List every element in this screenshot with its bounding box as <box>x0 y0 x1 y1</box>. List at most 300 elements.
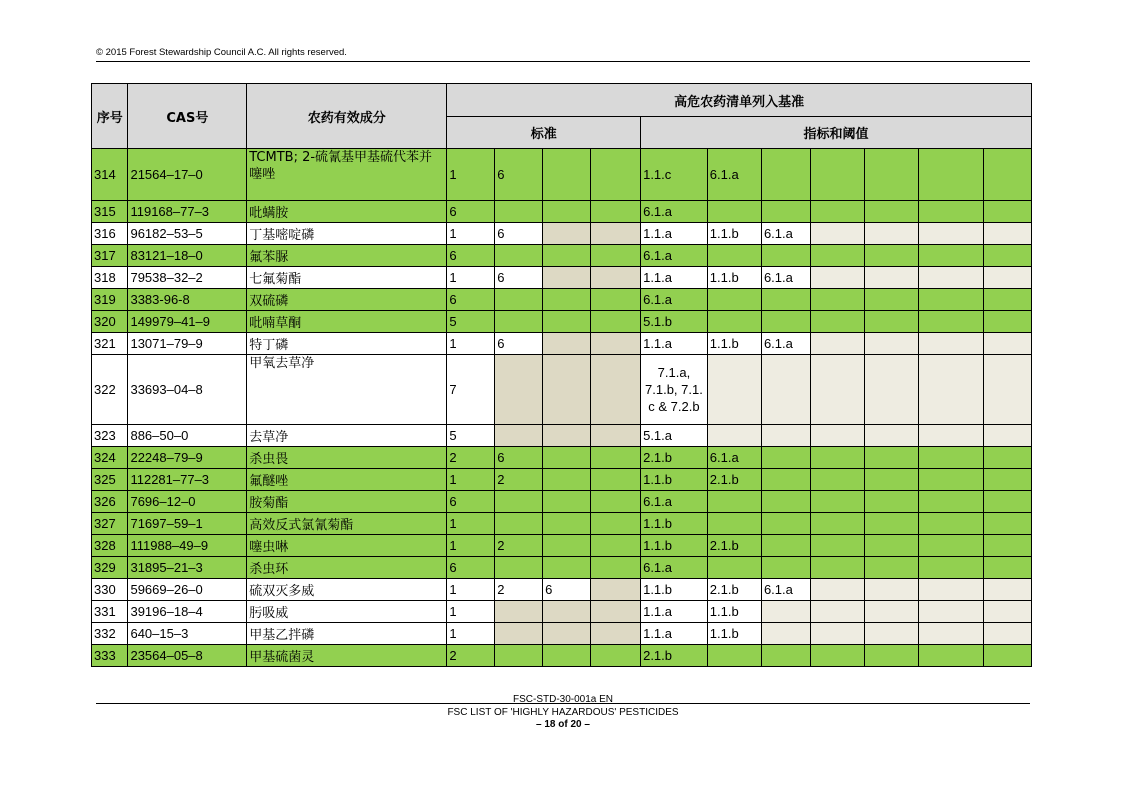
indicator-cell <box>761 425 810 447</box>
cas-number: 149979–41–9 <box>128 311 247 333</box>
indicator-cell: 6.1.a <box>641 491 708 513</box>
header-cas: CAS号 <box>128 84 247 149</box>
indicator-cell <box>919 289 984 311</box>
criterion-cell: 2 <box>495 579 543 601</box>
criterion-cell <box>543 557 591 579</box>
indicator-cell <box>761 645 810 667</box>
header-ingredient: 农药有效成分 <box>247 84 447 149</box>
indicator-cell <box>919 491 984 513</box>
cas-number: 21564–17–0 <box>128 149 247 201</box>
cas-number: 59669–26–0 <box>128 579 247 601</box>
header-indicators: 指标和阈值 <box>641 117 1032 149</box>
criterion-cell <box>591 201 641 223</box>
criterion-cell <box>543 355 591 425</box>
indicator-cell <box>761 311 810 333</box>
criterion-cell <box>543 535 591 557</box>
table-row <box>92 311 1032 333</box>
criterion-cell <box>591 311 641 333</box>
indicator-cell <box>810 535 864 557</box>
indicator-cell: 6.1.a <box>707 447 761 469</box>
indicator-cell <box>983 469 1031 491</box>
criterion-cell: 6 <box>495 447 543 469</box>
criterion-cell: 6 <box>447 289 495 311</box>
indicator-cell <box>761 491 810 513</box>
criterion-cell <box>591 333 641 355</box>
indicator-cell <box>919 201 984 223</box>
criterion-cell <box>591 535 641 557</box>
indicator-cell <box>865 579 919 601</box>
indicator-cell <box>865 645 919 667</box>
criterion-cell <box>591 447 641 469</box>
criterion-cell <box>495 645 543 667</box>
indicator-cell <box>810 355 864 425</box>
row-number: 315 <box>92 201 128 223</box>
row-number: 323 <box>92 425 128 447</box>
indicator-cell <box>919 425 984 447</box>
indicator-cell: 2.1.b <box>707 579 761 601</box>
cas-number: 23564–05–8 <box>128 645 247 667</box>
indicator-cell <box>707 355 761 425</box>
indicator-cell: 6.1.a <box>761 579 810 601</box>
indicator-cell <box>919 469 984 491</box>
indicator-cell <box>865 245 919 267</box>
indicator-cell <box>707 201 761 223</box>
table-row <box>92 623 1032 645</box>
indicator-cell <box>983 355 1031 425</box>
criterion-cell: 1 <box>447 223 495 245</box>
row-number: 324 <box>92 447 128 469</box>
criterion-cell <box>591 355 641 425</box>
indicator-cell <box>983 645 1031 667</box>
indicator-cell <box>865 513 919 535</box>
indicator-cell <box>761 623 810 645</box>
criterion-cell <box>591 557 641 579</box>
indicator-cell <box>983 601 1031 623</box>
ingredient-name: 氟苯脲 <box>247 245 447 267</box>
criterion-cell: 6 <box>447 557 495 579</box>
indicator-cell: 1.1.a <box>641 333 708 355</box>
indicator-cell <box>919 223 984 245</box>
indicator-cell <box>810 201 864 223</box>
footer-title: FSC LIST OF 'HIGHLY HAZARDOUS' PESTICIDES <box>447 707 679 718</box>
indicator-cell: 6.1.a <box>641 557 708 579</box>
ingredient-name: 甲基硫菌灵 <box>247 645 447 667</box>
criterion-cell: 2 <box>495 535 543 557</box>
criterion-cell <box>543 223 591 245</box>
indicator-cell: 1.1.b <box>641 469 708 491</box>
cas-number: 96182–53–5 <box>128 223 247 245</box>
indicator-cell <box>810 333 864 355</box>
indicator-cell <box>865 267 919 289</box>
ingredient-name: 高效反式氯氰菊酯 <box>247 513 447 535</box>
indicator-cell <box>810 557 864 579</box>
indicator-cell <box>865 447 919 469</box>
header-criteria-group: 高危农药清单列入基准 <box>447 84 1032 117</box>
criterion-cell: 6 <box>495 223 543 245</box>
indicator-cell <box>810 601 864 623</box>
row-number: 329 <box>92 557 128 579</box>
indicator-cell <box>761 513 810 535</box>
indicator-cell: 6.1.a <box>641 289 708 311</box>
criterion-cell <box>543 469 591 491</box>
criterion-cell: 7 <box>447 355 495 425</box>
table-row <box>92 513 1032 535</box>
indicator-cell <box>761 149 810 201</box>
criterion-cell <box>495 601 543 623</box>
table-row <box>92 245 1032 267</box>
table-row <box>92 267 1032 289</box>
criterion-cell: 6 <box>495 149 543 201</box>
criterion-cell <box>591 579 641 601</box>
cas-number: 111988–49–9 <box>128 535 247 557</box>
criterion-cell <box>591 223 641 245</box>
criterion-cell: 6 <box>495 267 543 289</box>
criterion-cell <box>543 645 591 667</box>
criterion-cell <box>495 623 543 645</box>
indicator-cell: 1.1.a <box>641 601 708 623</box>
indicator-cell: 6.1.a <box>641 201 708 223</box>
table-row <box>92 425 1032 447</box>
row-number: 332 <box>92 623 128 645</box>
ingredient-name: 丁基嘧啶磷 <box>247 223 447 245</box>
criterion-cell: 1 <box>447 513 495 535</box>
footer-doc-code: FSC-STD-30-001a EN <box>512 694 614 705</box>
indicator-cell <box>865 601 919 623</box>
criterion-cell <box>543 601 591 623</box>
ingredient-name: 氟醚唑 <box>247 469 447 491</box>
header-standard: 标准 <box>447 117 641 149</box>
row-number: 328 <box>92 535 128 557</box>
indicator-cell <box>761 289 810 311</box>
row-number: 314 <box>92 149 128 201</box>
indicator-cell: 2.1.b <box>641 645 708 667</box>
ingredient-name: 七氟菊酯 <box>247 267 447 289</box>
indicator-cell <box>865 201 919 223</box>
indicator-cell <box>919 557 984 579</box>
indicator-cell <box>919 579 984 601</box>
indicator-cell <box>810 623 864 645</box>
table-row <box>92 645 1032 667</box>
indicator-cell: 2.1.b <box>641 447 708 469</box>
criterion-cell <box>495 201 543 223</box>
indicator-cell <box>761 535 810 557</box>
row-number: 319 <box>92 289 128 311</box>
criterion-cell <box>543 201 591 223</box>
cas-number: 112281–77–3 <box>128 469 247 491</box>
indicator-cell <box>810 267 864 289</box>
ingredient-name: 肟吸威 <box>247 601 447 623</box>
indicator-cell <box>983 223 1031 245</box>
indicator-cell: 1.1.b <box>707 623 761 645</box>
table-row <box>92 579 1032 601</box>
indicator-cell <box>919 447 984 469</box>
ingredient-name: 噻虫啉 <box>247 535 447 557</box>
cas-number: 22248–79–9 <box>128 447 247 469</box>
indicator-cell <box>983 623 1031 645</box>
indicator-cell <box>983 491 1031 513</box>
ingredient-name: 甲基乙拌磷 <box>247 623 447 645</box>
criterion-cell <box>591 245 641 267</box>
indicator-cell <box>865 333 919 355</box>
criterion-cell <box>495 557 543 579</box>
indicator-cell <box>983 245 1031 267</box>
indicator-cell: 2.1.b <box>707 535 761 557</box>
pesticide-table <box>91 83 1032 667</box>
criterion-cell <box>591 267 641 289</box>
indicator-cell: 1.1.b <box>707 267 761 289</box>
criterion-cell <box>495 311 543 333</box>
indicator-cell: 6.1.a <box>761 333 810 355</box>
row-number: 322 <box>92 355 128 425</box>
indicator-cell <box>707 425 761 447</box>
indicator-cell <box>983 201 1031 223</box>
ingredient-name: 杀虫畏 <box>247 447 447 469</box>
indicator-cell <box>761 601 810 623</box>
indicator-cell <box>865 491 919 513</box>
indicator-cell <box>919 267 984 289</box>
table-row <box>92 469 1032 491</box>
cas-number: 886–50–0 <box>128 425 247 447</box>
row-number: 320 <box>92 311 128 333</box>
criterion-cell <box>543 491 591 513</box>
table-row <box>92 289 1032 311</box>
row-number: 330 <box>92 579 128 601</box>
indicator-cell <box>761 469 810 491</box>
indicator-cell: 1.1.a <box>641 623 708 645</box>
copyright-notice: © 2015 Forest Stewardship Council A.C. All rights reserved. <box>96 47 347 58</box>
ingredient-name: 吡螨胺 <box>247 201 447 223</box>
table-row <box>92 601 1032 623</box>
indicator-cell <box>707 289 761 311</box>
indicator-cell: 6.1.a <box>641 245 708 267</box>
table-row <box>92 447 1032 469</box>
indicator-cell <box>810 447 864 469</box>
table-row <box>92 223 1032 245</box>
indicator-cell <box>707 491 761 513</box>
cas-number: 39196–18–4 <box>128 601 247 623</box>
indicator-cell: 1.1.b <box>641 579 708 601</box>
criterion-cell <box>495 289 543 311</box>
indicator-cell <box>865 311 919 333</box>
indicator-cell <box>983 425 1031 447</box>
indicator-cell: 1.1.b <box>641 535 708 557</box>
criterion-cell <box>543 149 591 201</box>
criterion-cell: 1 <box>447 149 495 201</box>
indicator-cell <box>919 149 984 201</box>
criterion-cell: 1 <box>447 601 495 623</box>
criterion-cell: 1 <box>447 267 495 289</box>
cas-number: 79538–32–2 <box>128 267 247 289</box>
cas-number: 71697–59–1 <box>128 513 247 535</box>
ingredient-name: 双硫磷 <box>247 289 447 311</box>
ingredient-name: 特丁磷 <box>247 333 447 355</box>
criterion-cell: 5 <box>447 311 495 333</box>
indicator-cell <box>707 311 761 333</box>
indicator-cell <box>919 623 984 645</box>
indicator-cell: 1.1.a <box>641 223 708 245</box>
ingredient-name: 杀虫环 <box>247 557 447 579</box>
criterion-cell <box>591 149 641 201</box>
table-row <box>92 491 1032 513</box>
indicator-cell <box>865 469 919 491</box>
indicator-cell <box>865 557 919 579</box>
criterion-cell: 6 <box>447 245 495 267</box>
table-row <box>92 355 1032 425</box>
indicator-cell <box>810 289 864 311</box>
ingredient-name: 硫双灭多威 <box>247 579 447 601</box>
criterion-cell: 6 <box>495 333 543 355</box>
criterion-cell <box>591 289 641 311</box>
table-row <box>92 557 1032 579</box>
indicator-cell <box>707 513 761 535</box>
indicator-cell <box>865 149 919 201</box>
criterion-cell <box>543 447 591 469</box>
indicator-cell <box>810 491 864 513</box>
indicator-cell <box>865 425 919 447</box>
table-body <box>92 149 1032 667</box>
header-no: 序号 <box>92 84 128 149</box>
indicator-cell: 5.1.b <box>641 311 708 333</box>
indicator-cell <box>707 645 761 667</box>
indicator-cell <box>865 223 919 245</box>
criterion-cell <box>543 333 591 355</box>
criterion-cell: 6 <box>447 201 495 223</box>
criterion-cell <box>591 601 641 623</box>
criterion-cell <box>543 513 591 535</box>
indicator-cell <box>865 535 919 557</box>
indicator-cell <box>983 447 1031 469</box>
table-row <box>92 149 1032 201</box>
indicator-cell <box>983 289 1031 311</box>
ingredient-name: 胺菊酯 <box>247 491 447 513</box>
criterion-cell <box>591 645 641 667</box>
indicator-cell <box>761 245 810 267</box>
cas-number: 640–15–3 <box>128 623 247 645</box>
cas-number: 13071–79–9 <box>128 333 247 355</box>
row-number: 321 <box>92 333 128 355</box>
row-number: 331 <box>92 601 128 623</box>
cas-number: 33693–04–8 <box>128 355 247 425</box>
indicator-cell: 6.1.a <box>761 223 810 245</box>
ingredient-name: 去草净 <box>247 425 447 447</box>
criterion-cell <box>543 267 591 289</box>
indicator-cell: 6.1.a <box>707 149 761 201</box>
row-number: 333 <box>92 645 128 667</box>
indicator-cell <box>810 311 864 333</box>
indicator-cell <box>983 311 1031 333</box>
criterion-cell <box>495 513 543 535</box>
criterion-cell <box>495 245 543 267</box>
criterion-cell <box>543 311 591 333</box>
indicator-cell <box>983 535 1031 557</box>
indicator-cell: 5.1.a <box>641 425 708 447</box>
criterion-cell <box>591 623 641 645</box>
criterion-cell: 1 <box>447 469 495 491</box>
table-row <box>92 333 1032 355</box>
indicator-cell <box>983 149 1031 201</box>
indicator-cell <box>919 535 984 557</box>
indicator-cell <box>810 513 864 535</box>
criterion-cell <box>495 355 543 425</box>
indicator-cell <box>983 513 1031 535</box>
row-number: 327 <box>92 513 128 535</box>
indicator-cell <box>810 469 864 491</box>
indicator-cell: 7.1.a, 7.1.b, 7.1. c & 7.2.b <box>641 355 708 425</box>
header-divider <box>96 61 1030 62</box>
indicator-cell <box>865 623 919 645</box>
indicator-cell <box>810 245 864 267</box>
indicator-cell: 1.1.b <box>707 601 761 623</box>
criterion-cell <box>543 289 591 311</box>
criterion-cell: 1 <box>447 535 495 557</box>
criterion-cell <box>495 491 543 513</box>
indicator-cell <box>919 245 984 267</box>
indicator-cell: 1.1.b <box>707 223 761 245</box>
indicator-cell: 1.1.a <box>641 267 708 289</box>
indicator-cell <box>865 289 919 311</box>
indicator-cell <box>919 311 984 333</box>
indicator-cell <box>810 645 864 667</box>
criterion-cell <box>495 425 543 447</box>
indicator-cell <box>707 245 761 267</box>
indicator-cell: 1.1.c <box>641 149 708 201</box>
criterion-cell: 2 <box>447 645 495 667</box>
ingredient-name: 吡喃草酮 <box>247 311 447 333</box>
indicator-cell <box>919 601 984 623</box>
criterion-cell <box>591 491 641 513</box>
indicator-cell <box>761 447 810 469</box>
criterion-cell: 2 <box>495 469 543 491</box>
criterion-cell <box>591 425 641 447</box>
indicator-cell: 1.1.b <box>707 333 761 355</box>
indicator-cell <box>810 579 864 601</box>
criterion-cell <box>591 513 641 535</box>
criterion-cell: 1 <box>447 333 495 355</box>
criterion-cell: 1 <box>447 623 495 645</box>
cas-number: 7696–12–0 <box>128 491 247 513</box>
indicator-cell <box>919 355 984 425</box>
table-row <box>92 201 1032 223</box>
indicator-cell: 2.1.b <box>707 469 761 491</box>
criterion-cell <box>591 469 641 491</box>
row-number: 326 <box>92 491 128 513</box>
criterion-cell <box>543 623 591 645</box>
criterion-cell: 1 <box>447 579 495 601</box>
cas-number: 119168–77–3 <box>128 201 247 223</box>
criterion-cell <box>543 245 591 267</box>
row-number: 317 <box>92 245 128 267</box>
ingredient-name: TCMTB; 2-硫氰基甲基硫代苯并噻唑 <box>247 149 447 201</box>
indicator-cell: 6.1.a <box>761 267 810 289</box>
criterion-cell: 2 <box>447 447 495 469</box>
criterion-cell <box>543 425 591 447</box>
ingredient-name: 甲氧去草净 <box>247 355 447 425</box>
indicator-cell <box>810 149 864 201</box>
indicator-cell <box>761 557 810 579</box>
indicator-cell <box>919 645 984 667</box>
criterion-cell: 6 <box>447 491 495 513</box>
indicator-cell <box>761 201 810 223</box>
indicator-cell <box>707 557 761 579</box>
cas-number: 31895–21–3 <box>128 557 247 579</box>
criterion-cell: 6 <box>543 579 591 601</box>
indicator-cell <box>919 333 984 355</box>
criterion-cell: 5 <box>447 425 495 447</box>
indicator-cell <box>983 267 1031 289</box>
indicator-cell <box>919 513 984 535</box>
row-number: 325 <box>92 469 128 491</box>
indicator-cell <box>865 355 919 425</box>
